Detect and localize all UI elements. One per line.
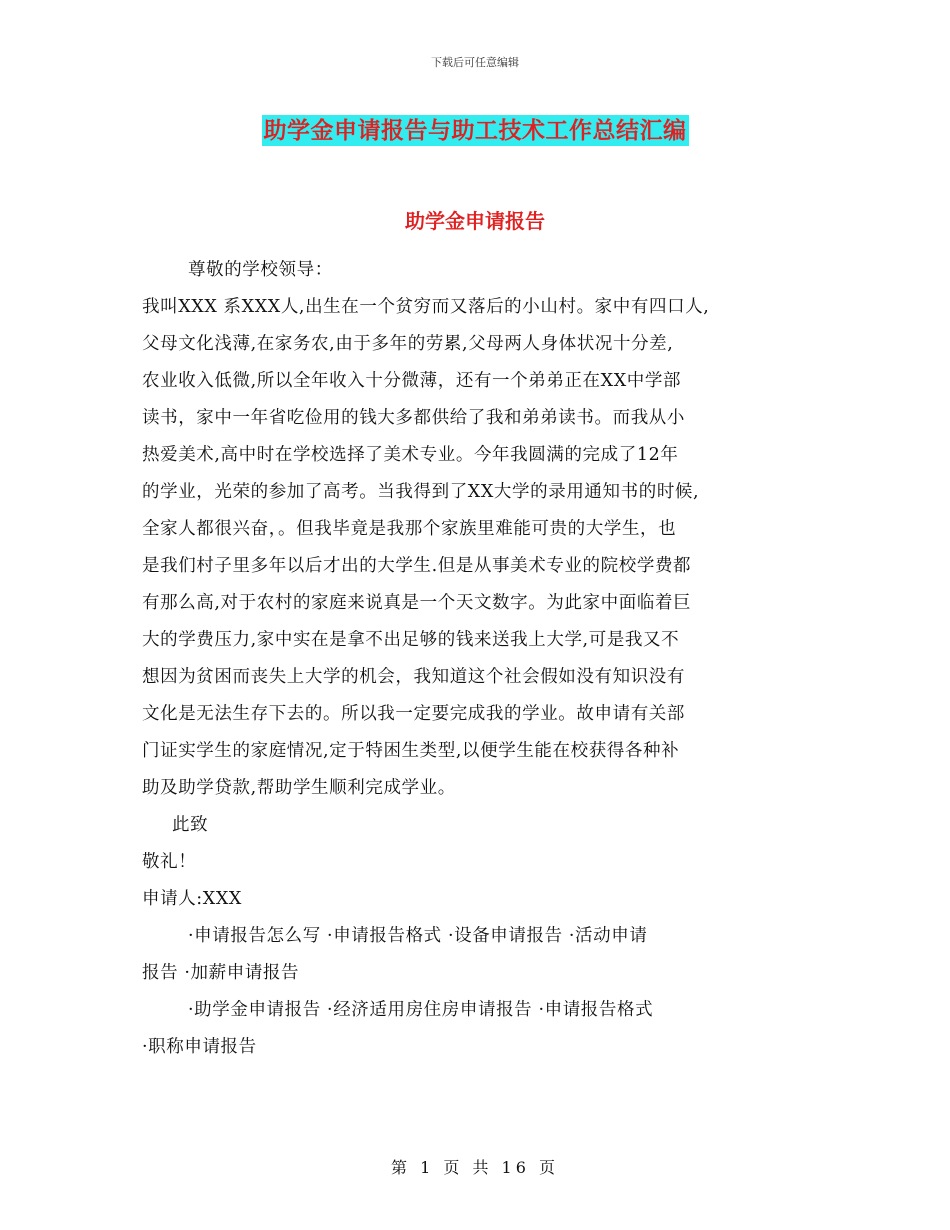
related-links-line[interactable]: ·职称申请报告 [142, 1037, 257, 1057]
closing-jing-li: 敬礼！ [142, 852, 197, 872]
paragraph-line: 大的学费压力,家中实在是拿不出足够的钱来送我上大学,可是我又不 [142, 630, 680, 650]
related-links-line[interactable]: 报告 ·加薪申请报告 [142, 963, 300, 983]
paragraph-line: 门证实学生的家庭情况,定于特困生类型,以便学生能在校获得各种补 [142, 741, 680, 761]
header-note: 下载后可任意编辑 [431, 56, 519, 69]
related-links-line[interactable]: ·助学金申请报告 ·经济适用房住房申请报告 ·申请报告格式 [188, 1000, 654, 1020]
salutation: 尊敬的学校领导： [188, 260, 333, 280]
section-title: 助学金申请报告 [405, 209, 545, 233]
paragraph-line: 父母文化浅薄,在家务农,由于多年的劳累,父母两人身体状况十分差, [142, 334, 674, 354]
document-body [142, 252, 822, 1066]
paragraph-line: 是我们村子里多年以后才出的大学生.但是从事美术专业的院校学费都 [142, 556, 692, 576]
document-title [0, 112, 950, 145]
paragraph-line: 文化是无法生存下去的。所以我一定要完成我的学业。故申请有关部 [142, 704, 685, 724]
paragraph-line: 热爱美术,高中时在学校选择了美术专业。今年我圆满的完成了12年 [142, 445, 679, 465]
paragraph-line: 的学业，光荣的参加了高考。当我得到了XX大学的录用通知书的时候, [142, 482, 700, 502]
paragraph-line: 我叫XXX 系XXX人,出生在一个贫穷而又落后的小山村。家中有四口人, [142, 297, 710, 317]
paragraph-line: 农业收入低微,所以全年收入十分微薄，还有一个弟弟正在XX中学部 [142, 371, 682, 391]
related-links-line[interactable]: ·申请报告怎么写 ·申请报告格式 ·设备申请报告 ·活动申请 [188, 926, 648, 946]
applicant: 申请人:XXX [142, 889, 242, 909]
paragraph-line: 读书，家中一年省吃俭用的钱大多都供给了我和弟弟读书。而我从小 [142, 408, 685, 428]
paragraph-line: 助及助学贷款,帮助学生顺利完成学业。 [142, 778, 456, 798]
paragraph-line: 想因为贫困而丧失上大学的机会，我知道这个社会假如没有知识没有 [142, 667, 685, 687]
page-footer: 第 1 页 共 16 页 [391, 1158, 559, 1177]
document-title-text: 助学金申请报告与助工技术工作总结汇编 [263, 117, 687, 144]
paragraph-line: 有那么高,对于农村的家庭来说真是一个天文数字。为此家中面临着巨 [142, 593, 692, 613]
paragraph-line: 全家人都很兴奋，。但我毕竟是我那个家族里难能可贵的大学生，也 [142, 519, 677, 539]
closing-ci-zhi: 此致 [172, 815, 209, 835]
